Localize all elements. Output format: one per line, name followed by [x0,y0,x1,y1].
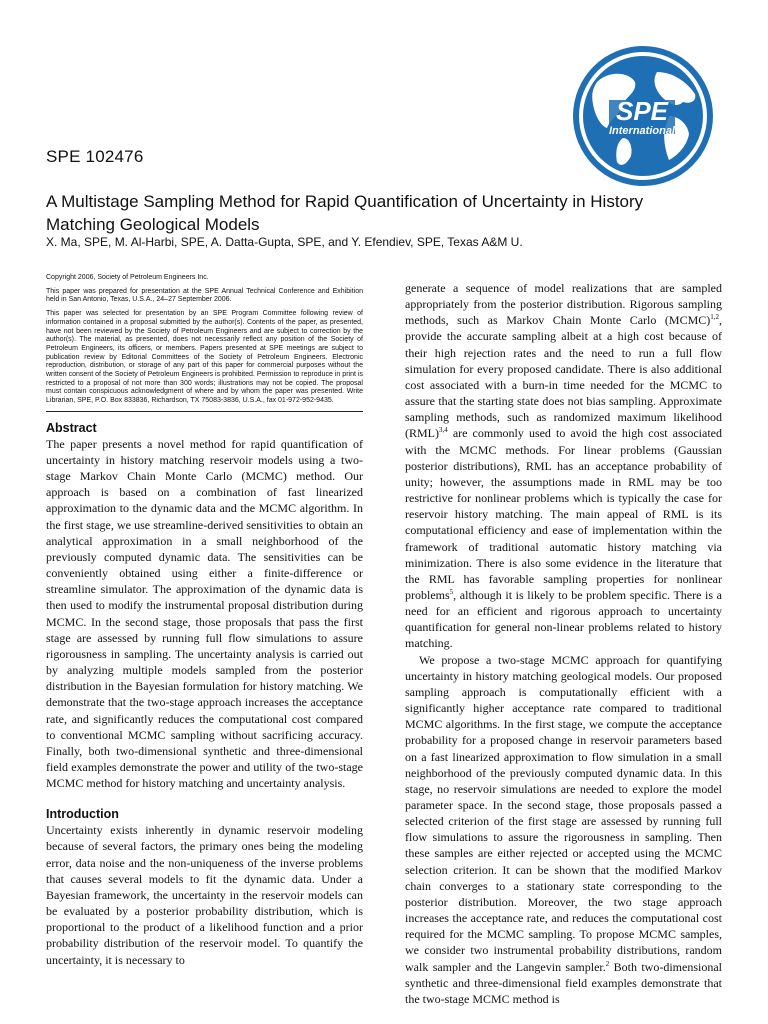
citation: 2 [605,959,610,968]
right-paragraph-2: We propose a two-stage MCMC approach for quantifying uncertainty in history matching geological models. Our proposed sampling approach is computationally efficient with a significantly higher acceptance rate compared to traditional MCMC algorithms. In the first stage, we compute the acceptance probability for a proposed change in reservoir parameters based on a fast linearized approximation to flow simulation in a small neighborhood of the previously computed dynamic data. In this stage, no reservoir simulations are needed to explore the model parameter space. In the second stage, those proposals passed a selected criterion of the first stage are assessed by running full flow simulations to assure the rigorousness in sampling. Then these samples are either rejected or accepted using the MCMC selection criterion. It can be shown that the modified Markov chain converges to a stationary state corresponding to the posterior distribution. Moreover, the two stage approach increases the acceptance rate, and reduces the computational cost required for the MCMC sampling. To propose MCMC samples, we consider two instrumental probability distributions, random walk sampler and the Langevin sampler.$^2$ Both two-dimensional synthetic and three-dimensional field examples demonstrate that the two-stage MCMC method is [405,652,722,1006]
prepared-notice: This paper was prepared for presentation at the SPE Annual Technical Conference and Exhibition held in San Antonio, Texas, U.S.A., 24–27 September 2006. [46,287,363,304]
logo-spe-text: SPE [615,96,669,126]
introduction-heading: Introduction [46,807,119,822]
abstract-text: The paper presents a novel method for rapid quantification of uncertainty in history matching reservoir models using a two-stage Markov Chain Monte Carlo (MCMC) method. Our approach is based on a combination of fast linearized approximation to the dynamic data and the MCMC algorithm. In the first stage, we use streamline-derived sensitivities to obtain an analytical approximation in a small neighborhood of the previously computed dynamic data. The sensitivities can be conveniently obtained using either a finite-difference or streamline simulator. The approximation of the dynamic data is then used to modify the instrumental proposal distribution during MCMC. In the second stage, those proposals that pass the first stage are assessed by running full flow simulations to assure rigorousness in sampling. The uncertainty analysis is carried out by analyzing multiple models sampled from the posterior distribution in the Bayesian formulation for history matching. We demonstrate that the two-stage approach increases the acceptance rate, and significantly reduces the computational cost compared to conventional MCMC sampling without sacrificing accuracy. Finally, both two-dimensional synthetic and three-dimensional field examples demonstrate the power and utility of the two-stage MCMC method for history matching and uncertainty analysis. [46,436,363,791]
spe-international-logo [537,42,749,190]
author-list: X. Ma, SPE, M. Al-Harbi, SPE, A. Datta-Gupta, SPE, and Y. Efendiev, SPE, Texas A&M U. [46,235,523,249]
selected-notice: This paper was selected for presentation by an SPE Program Committee following review of information contained in a proposal submitted by the author(s). Contents of the paper, as presented, have not been reviewed by the Society of Petroleum Engineers and are subject to correction by the author(s). The material, as presented, does not necessarily reflect any position of the Society of Petroleum Engineers, its officers, or members. Papers presented at SPE meetings are subject to publication review by Editorial Committees of the Society of Petroleum Engineers. Electronic reproduction, distribution, or storage of any part of this paper for commercial purposes without the written consent of the Society of Petroleum Engineers is prohibited. Permission to reproduce in print is restricted to a proposal of not more than 300 words; illustrations may not be copied. The proposal must contain conspicuous acknowledgment of where and by whom the paper was presented. Write Librarian, SPE, P.O. Box 833836, Richardson, TX 75083-3836, U.S.A., fax 01-972-952-9435. [46,310,363,405]
left-column [46,274,363,968]
paper-title: A Multistage Sampling Method for Rapid Quantification of Uncertainty in History Matching Geological Models [46,192,644,234]
citation: 1,2 [710,313,719,322]
citation: 3,4 [439,426,448,435]
copyright-line: Copyright 2006, Society of Petroleum Engineers Inc. [46,274,209,281]
paper-number: SPE 102476 [46,147,144,166]
right-column [405,280,722,1007]
divider [46,411,363,412]
logo-international-text: International [608,125,676,137]
copyright-notice [46,274,363,406]
citation: 5 [449,587,454,596]
introduction-text: Uncertainty exists inherently in dynamic reservoir modeling because of several factors, the primary ones being the modeling error, data noise and the non-uniqueness of the inverse problems that causes several models to fit the dynamic data. Under a Bayesian framework, the uncertainty in the reservoir models can be evaluated by a posterior probability distribution, which is proportional to the product of a likelihood function and a prior probability distribution of the reservoir model. To quantify the uncertainty, it is necessary to [46,823,363,967]
abstract-heading: Abstract [46,420,97,435]
right-paragraph-1: generate a sequence of model realizations that are sampled appropriately from the posterior distribution. Rigorous sampling methods, such as Markov Chain Monte Carlo (MCMC)$^{1,2}$, provide the accurate sampling albeit at a high cost because of their high rejection rates and the need to run a full flow simulation for every proposed candidate. There is also additional cost associated with a burn-in time needed for the MCMC to assure that the starting state does not bias sampling. Approximate sampling methods, such as randomized maximum likelihood (RML)$^{3,4}$ are commonly used to avoid the high cost associated with the MCMC methods. For linear problems (Gaussian posterior distributions), RML has an acceptance probability of unity; however, the assumptions made in RML may be too restrictive for nonlinear problems which is typically the case for reservoir history matching. The main appeal of RML is its computational efficiency and ease of implementation within the framework of traditional automatic history matching via minimization. There is also some evidence in the literature that the RML has favorable sampling properties for nonlinear problems$^5$, although it is likely to be problem specific. There is a need for an efficient and rigorous approach to uncertainty quantification for general non-linear problems related to history matching. [405,281,722,651]
